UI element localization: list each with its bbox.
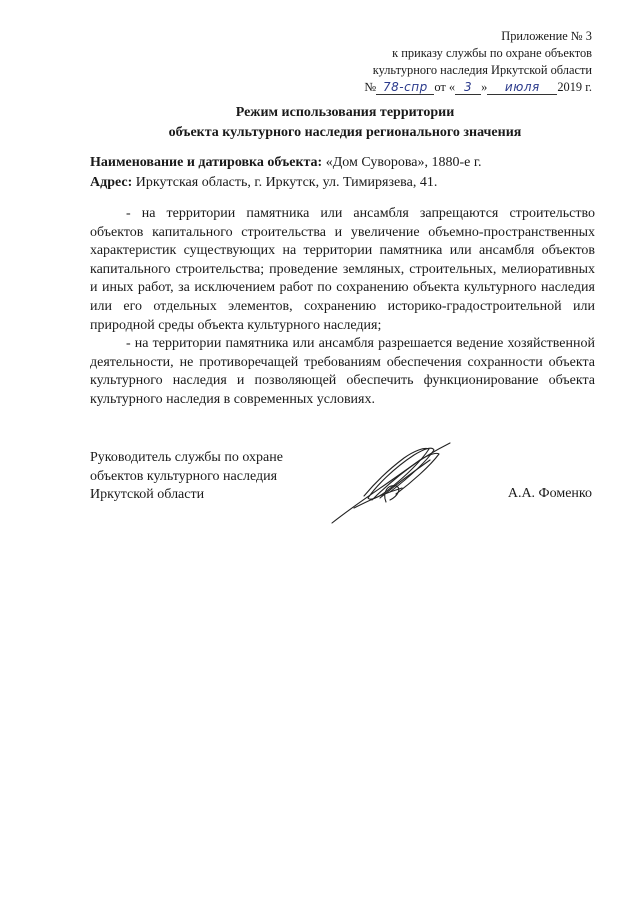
appendix-block	[365, 28, 592, 96]
order-year: 2019 г.	[557, 80, 592, 94]
signatory-position	[90, 449, 283, 505]
document-title	[90, 103, 600, 143]
position-line-3: Иркутской области	[90, 487, 205, 502]
object-name-label: Наименование и датировка объекта:	[90, 155, 323, 170]
object-name-value: «Дом Суворова», 1880-е г.	[322, 155, 482, 170]
number-prefix: №	[364, 80, 377, 94]
quote-close: »	[481, 80, 488, 94]
appendix-title: Приложение № 3	[501, 29, 592, 43]
order-day-field: 3	[455, 81, 481, 95]
appendix-number-date-line	[365, 79, 592, 96]
position-line-1: Руководитель службы по охране	[90, 450, 283, 465]
regime-text	[90, 205, 595, 410]
handwritten-signature-icon	[326, 438, 456, 528]
prohibitions-paragraph: - на территории памятника или ансамбля запрещаются строительство объектов капитального строительства и увеличение объемно-пространственных характеристик существующих на территории памятника или ансамбля объектов капитального строительства; проведение земляных, строительных, мелиоративных и иных работ, за исключением работ по сохранению объекта культурного наследия или его отдельных элементов, сохранению историко-градостроительной или природной среды объекта культурного наследия;	[90, 206, 595, 333]
title-line-2: объекта культурного наследия регионального значения	[168, 125, 522, 140]
title-line-1: Режим использования территории	[235, 105, 455, 120]
object-details	[90, 153, 600, 193]
position-line-2: объектов культурного наследия	[90, 468, 278, 484]
appendix-agency-line: культурного наследия Иркутской области	[372, 63, 592, 77]
object-name-line	[90, 153, 600, 173]
order-number-field: 78-спр	[376, 81, 434, 95]
order-month-field: июля	[487, 81, 557, 95]
object-address-label: Адрес:	[90, 175, 133, 190]
from-label: от «	[434, 80, 456, 94]
permissions-paragraph: - на территории памятника или ансамбля разрешается ведение хозяйственной деятельности, не противоречащей требованиям обеспечения сохранности объекта культурного наследия и позволяющей обеспечить функционирование объекта культурного наследия в современных условиях.	[90, 336, 595, 407]
object-address-line	[90, 173, 600, 193]
signatory-name: А.А. Фоменко	[507, 486, 592, 501]
appendix-order-line: к приказу службы по охране объектов	[392, 46, 592, 60]
object-address-value: Иркутская область, г. Иркутск, ул. Тимирязева, 41.	[132, 175, 438, 190]
